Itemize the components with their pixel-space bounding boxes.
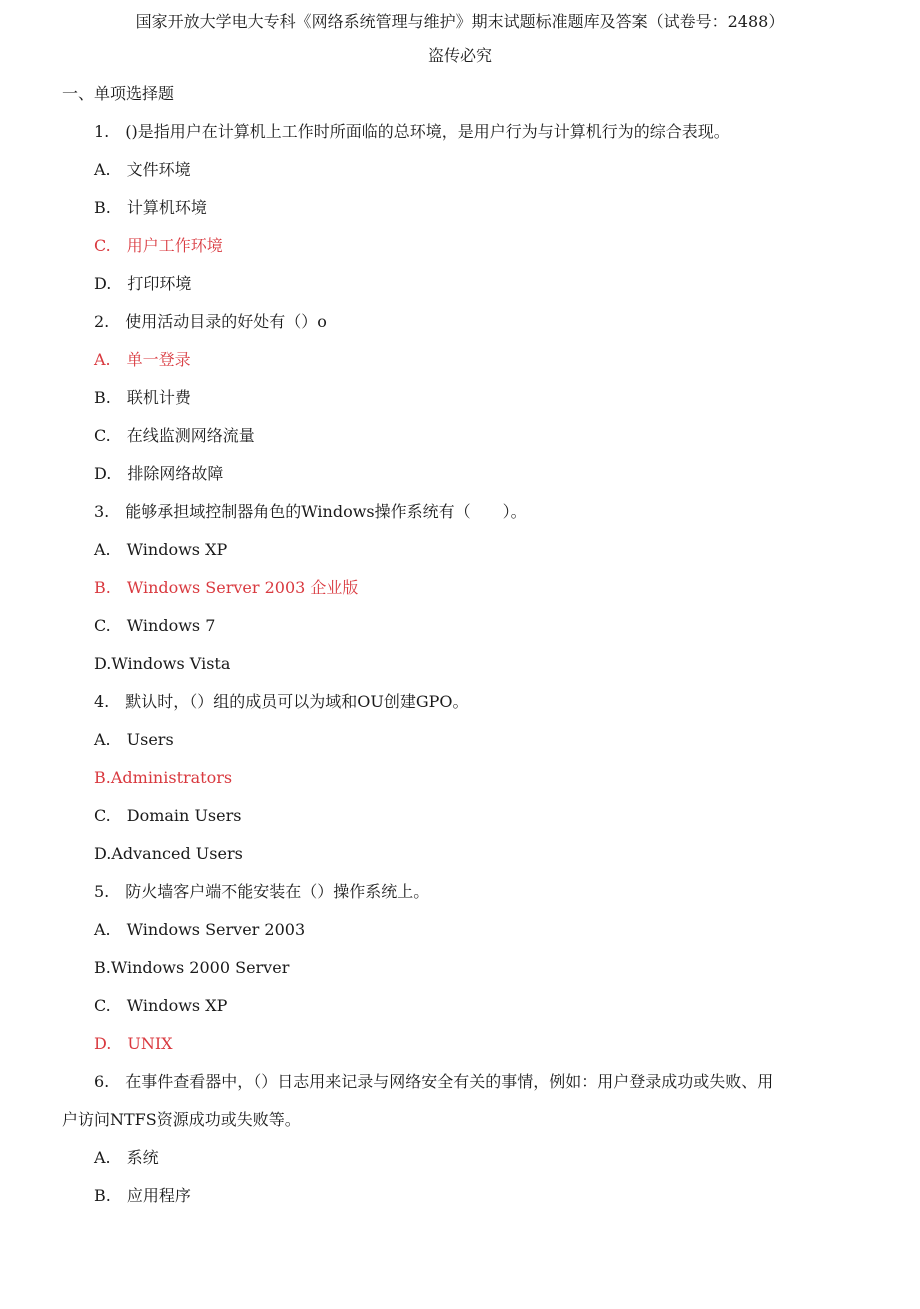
question-4: 4. 默认时，（）组的成员可以为域和OU创建GPO。: [94, 692, 469, 711]
q3-option-a: A. Windows XP: [94, 540, 228, 559]
question-2: 2. 使用活动目录的好处有（）o: [94, 312, 327, 331]
q3-option-d: D.Windows Vista: [94, 654, 231, 673]
q2-option-c: C. 在线监测网络流量: [94, 426, 255, 445]
q5-option-a: A. Windows Server 2003: [94, 920, 306, 939]
question-3: 3. 能够承担域控制器角色的Windows操作系统有（ ）。: [94, 502, 527, 521]
question-6-continued: 户访问NTFS资源成功或失败等。: [62, 1110, 301, 1129]
q1-option-a: A. 文件环境: [94, 160, 191, 179]
q1-option-d: D. 打印环境: [94, 274, 192, 293]
q2-option-d: D. 排除网络故障: [94, 464, 224, 483]
q5-option-b: B.Windows 2000 Server: [94, 958, 290, 977]
q3-option-c: C. Windows 7: [94, 616, 216, 635]
q1-option-b: B. 计算机环境: [94, 198, 207, 217]
q6-option-b: B. 应用程序: [94, 1186, 191, 1205]
question-6: 6. 在事件查看器中，（）日志用来记录与网络安全有关的事情，例如：用户登录成功或失败、用: [94, 1072, 774, 1091]
q2-option-a-answer: A. 单一登录: [94, 350, 191, 369]
q4-option-c: C. Domain Users: [94, 806, 242, 825]
section-heading: 一、单项选择题: [62, 84, 175, 103]
q2-option-b: B. 联机计费: [94, 388, 191, 407]
q4-option-b-answer: B.Administrators: [94, 768, 233, 787]
q6-option-a: A. 系统: [94, 1148, 159, 1167]
q1-option-c-answer: C. 用户工作环境: [94, 236, 223, 255]
document-subtitle: 盗传必究: [427, 46, 492, 65]
document-title: 国家开放大学电大专科《网络系统管理与维护》期末试题标准题库及答案（试卷号：2488）: [135, 12, 785, 31]
q5-option-d-answer: D. UNIX: [94, 1034, 173, 1053]
q4-option-d: D.Advanced Users: [94, 844, 243, 863]
question-5: 5. 防火墙客户端不能安装在（）操作系统上。: [94, 882, 430, 901]
q4-option-a: A. Users: [94, 730, 174, 749]
q3-option-b-answer: B. Windows Server 2003 企业版: [94, 578, 359, 597]
question-1: 1. ()是指用户在计算机上工作时所面临的总环境，是用户行为与计算机行为的综合表现。: [94, 122, 730, 141]
q5-option-c: C. Windows XP: [94, 996, 228, 1015]
